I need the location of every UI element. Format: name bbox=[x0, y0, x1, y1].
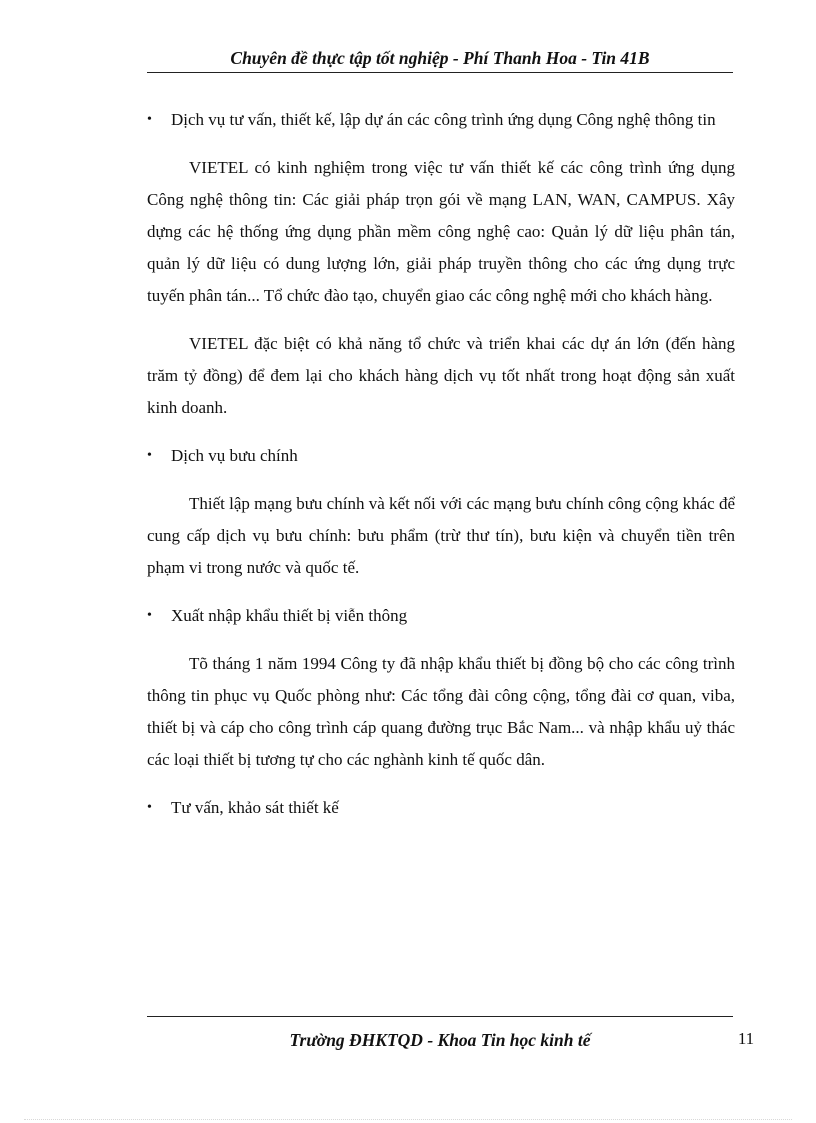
page-footer-text: Trường ĐHKTQD - Khoa Tin học kinh tế bbox=[289, 1030, 591, 1050]
bullet-icon: • bbox=[147, 448, 152, 463]
bullet-icon: • bbox=[147, 112, 152, 127]
bullet-item-telecom-import-export bbox=[147, 600, 735, 632]
paragraph: Tõ tháng 1 năm 1994 Công ty đã nhập khẩu thiết bị đồng bộ cho các công trình thông tin phục vụ Quốc phòng như: Các tổng đài công cộng, tổng đài cơ quan, viba, thiết bị và cáp cho công trình cáp quang đường trục Bắc Nam... và nhập khẩu uỷ thác các loại thiết bị tương tự cho các nghành kinh tế quốc dân. bbox=[147, 654, 735, 769]
bullet-item-survey-design bbox=[147, 792, 735, 824]
page-body bbox=[147, 104, 735, 840]
bullet-icon: • bbox=[147, 608, 152, 623]
paragraph: VIETEL có kinh nghiệm trong việc tư vấn thiết kế các công trình ứng dụng Công nghệ thông tin: Các giải pháp trọn gói về mạng LAN, WAN, CAMPUS. Xây dựng các hệ thống ứng dụng phần mềm công nghệ cao: Quản lý dữ liệu phân tán, quản lý dữ liệu có dung lượng lớn, giải pháp truyền thông cho các ứng dụng trực tuyến phân tán... Tổ chức đào tạo, chuyển giao các công nghệ mới cho khách hàng. bbox=[147, 158, 735, 305]
bullet-text: Tư vấn, khảo sát thiết kế bbox=[171, 798, 339, 817]
page-header-title: Chuyên đề thực tập tốt nghiệp - Phí Thanh Hoa - Tin 41B bbox=[230, 48, 650, 68]
bullet-item-consulting-it bbox=[147, 104, 735, 136]
header-divider bbox=[147, 72, 733, 73]
bullet-text: Xuất nhập khẩu thiết bị viễn thông bbox=[171, 606, 408, 625]
page-number: 11 bbox=[737, 1029, 755, 1048]
paragraph: Thiết lập mạng bưu chính và kết nối với các mạng bưu chính công cộng khác để cung cấp dịch vụ bưu chính: bưu phẩm (trừ thư tín), bưu kiện và chuyển tiền trên phạm vi trong nước và quốc tế. bbox=[147, 494, 735, 577]
bullet-text: Dịch vụ tư vấn, thiết kế, lập dự án các công trình ứng dụng Công nghệ thông tin bbox=[171, 110, 716, 129]
footer-divider bbox=[147, 1016, 733, 1017]
bullet-text: Dịch vụ bưu chính bbox=[171, 446, 298, 465]
page-bottom-edge bbox=[24, 1119, 792, 1120]
bullet-item-postal-service bbox=[147, 440, 735, 472]
bullet-icon: • bbox=[147, 800, 152, 815]
paragraph: VIETEL đặc biệt có khả năng tổ chức và triển khai các dự án lớn (đến hàng trăm tỷ đồng) để đem lại cho khách hàng dịch vụ tốt nhất trong hoạt động sản xuất kinh doanh. bbox=[147, 334, 735, 417]
